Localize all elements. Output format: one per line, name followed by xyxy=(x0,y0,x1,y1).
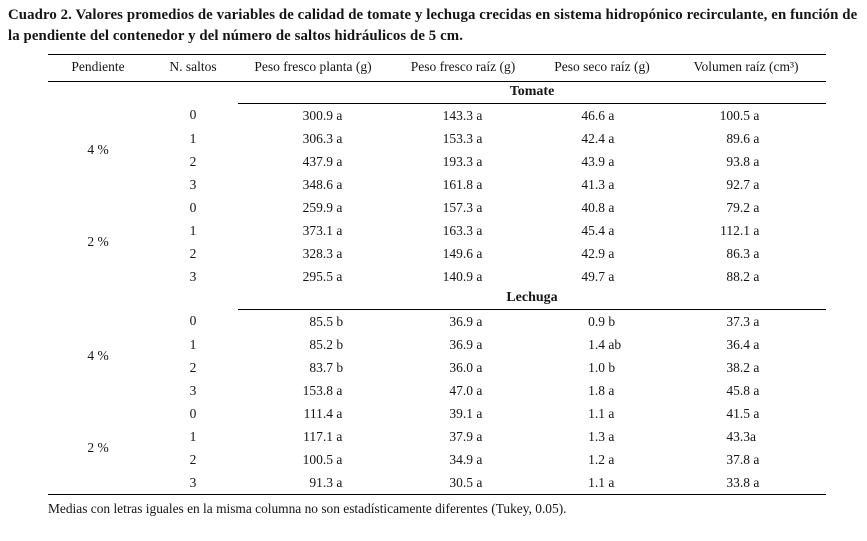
saltos-cell: 2 xyxy=(189,451,197,467)
cell-value: 36.0 xyxy=(449,359,473,375)
pendiente-cell: 2 % xyxy=(87,234,109,249)
cell-sig-letter: a xyxy=(333,107,343,123)
cell-value: 86.3 xyxy=(726,245,750,261)
cell-sig-letter: a xyxy=(750,428,756,444)
cell-sig-letter: a xyxy=(750,199,760,215)
cell-value: 100.5 xyxy=(302,451,333,467)
saltos-cell: 1 xyxy=(189,336,197,352)
saltos-cell: 2 xyxy=(189,153,197,169)
section-label-lechuga: Lechuga xyxy=(238,288,826,310)
cell-sig-letter: a xyxy=(605,428,615,444)
peso-fresco-planta-cell xyxy=(238,379,388,402)
cell-sig-letter: a xyxy=(750,153,760,169)
cell-value: 1.0 xyxy=(588,359,605,375)
saltos-cell: 3 xyxy=(189,474,197,490)
saltos-cell: 2 xyxy=(189,359,197,375)
cell-value: 348.6 xyxy=(302,176,333,192)
cell-value: 47.0 xyxy=(449,382,473,398)
peso-fresco-planta-cell xyxy=(238,265,388,288)
cell-sig-letter: a xyxy=(333,428,343,444)
section-row-tomate xyxy=(48,82,826,104)
cell-sig-letter: b xyxy=(605,313,616,329)
cell-sig-letter: a xyxy=(750,382,760,398)
saltos-cell: 2 xyxy=(189,245,197,261)
peso-fresco-raiz-cell xyxy=(388,265,538,288)
section-spacer xyxy=(48,288,238,310)
table-row xyxy=(48,219,826,242)
cell-value: 157.3 xyxy=(442,199,473,215)
cell-sig-letter: a xyxy=(605,451,615,467)
table-row xyxy=(48,448,826,471)
cell-sig-letter: a xyxy=(333,268,343,284)
cell-value: 1.1 xyxy=(588,405,605,421)
volumen-raiz-cell xyxy=(666,265,826,288)
cell-sig-letter: a xyxy=(473,130,483,146)
peso-fresco-planta-cell xyxy=(238,173,388,196)
volumen-raiz-cell xyxy=(666,219,826,242)
cell-value: 45.8 xyxy=(726,382,750,398)
peso-seco-raiz-cell xyxy=(538,173,666,196)
cell-value: 163.3 xyxy=(442,222,473,238)
saltos-cell: 0 xyxy=(189,313,197,329)
cell-sig-letter: a xyxy=(750,222,760,238)
peso-fresco-raiz-cell xyxy=(388,425,538,448)
peso-fresco-raiz-cell xyxy=(388,471,538,495)
table-header xyxy=(48,55,826,82)
cell-value: 88.2 xyxy=(726,268,750,284)
cell-value: 149.6 xyxy=(442,245,473,261)
cell-value: 38.2 xyxy=(726,359,750,375)
peso-seco-raiz-cell xyxy=(538,265,666,288)
cell-sig-letter: a xyxy=(605,153,615,169)
volumen-raiz-cell xyxy=(666,333,826,356)
peso-fresco-raiz-cell xyxy=(388,173,538,196)
peso-fresco-planta-cell xyxy=(238,104,388,128)
volumen-raiz-cell xyxy=(666,127,826,150)
peso-seco-raiz-cell xyxy=(538,425,666,448)
table-row xyxy=(48,150,826,173)
cell-value: 42.9 xyxy=(581,245,605,261)
cell-value: 1.8 xyxy=(588,382,605,398)
cell-value: 30.5 xyxy=(449,474,473,490)
cell-sig-letter: a xyxy=(473,336,483,352)
peso-seco-raiz-cell xyxy=(538,471,666,495)
table-row xyxy=(48,265,826,288)
cell-sig-letter: a xyxy=(750,176,760,192)
cell-value: 1.4 xyxy=(588,336,605,352)
peso-fresco-planta-cell xyxy=(238,448,388,471)
peso-seco-raiz-cell xyxy=(538,150,666,173)
table-row xyxy=(48,173,826,196)
peso-seco-raiz-cell xyxy=(538,448,666,471)
cell-sig-letter: a xyxy=(750,359,760,375)
peso-seco-raiz-cell xyxy=(538,310,666,334)
peso-fresco-raiz-cell xyxy=(388,356,538,379)
cell-value: 45.4 xyxy=(581,222,605,238)
peso-fresco-raiz-cell xyxy=(388,333,538,356)
volumen-raiz-cell xyxy=(666,173,826,196)
peso-fresco-raiz-cell xyxy=(388,402,538,425)
cell-sig-letter: a xyxy=(605,199,615,215)
peso-fresco-raiz-cell xyxy=(388,127,538,150)
volumen-raiz-cell xyxy=(666,310,826,334)
cell-sig-letter: a xyxy=(750,313,760,329)
volumen-raiz-cell xyxy=(666,242,826,265)
cell-value: 0.9 xyxy=(588,313,605,329)
cell-sig-letter: b xyxy=(605,359,616,375)
header-pendiente: Pendiente xyxy=(48,55,148,82)
cell-value: 140.9 xyxy=(442,268,473,284)
peso-fresco-raiz-cell xyxy=(388,448,538,471)
cell-sig-letter: a xyxy=(750,451,760,467)
volumen-raiz-cell xyxy=(666,471,826,495)
cell-sig-letter: a xyxy=(333,405,343,421)
saltos-cell: 3 xyxy=(189,176,197,192)
cell-value: 373.1 xyxy=(302,222,333,238)
peso-seco-raiz-cell xyxy=(538,196,666,219)
saltos-cell: 0 xyxy=(189,107,197,123)
cell-value: 36.9 xyxy=(449,313,473,329)
cell-value: 39.1 xyxy=(449,405,473,421)
peso-fresco-planta-cell xyxy=(238,471,388,495)
cell-value: 1.2 xyxy=(588,451,605,467)
cell-value: 111.4 xyxy=(303,405,333,421)
cell-sig-letter: a xyxy=(605,268,615,284)
cell-value: 36.9 xyxy=(449,336,473,352)
peso-fresco-raiz-cell xyxy=(388,196,538,219)
saltos-cell: 0 xyxy=(189,405,197,421)
cell-sig-letter: a xyxy=(605,176,615,192)
cell-value: 79.2 xyxy=(726,199,750,215)
peso-fresco-planta-cell xyxy=(238,310,388,334)
cell-sig-letter: a xyxy=(605,130,615,146)
cell-value: 33.8 xyxy=(726,474,750,490)
cell-sig-letter: b xyxy=(333,313,344,329)
volumen-raiz-cell xyxy=(666,150,826,173)
cell-sig-letter: a xyxy=(473,222,483,238)
cell-value: 92.7 xyxy=(726,176,750,192)
cell-value: 83.7 xyxy=(309,359,333,375)
saltos-cell: 3 xyxy=(189,382,197,398)
peso-fresco-raiz-cell xyxy=(388,104,538,128)
cell-sig-letter: a xyxy=(605,107,615,123)
saltos-cell: 0 xyxy=(189,199,197,215)
cell-sig-letter: a xyxy=(473,268,483,284)
cell-sig-letter: a xyxy=(473,382,483,398)
cell-value: 85.2 xyxy=(309,336,333,352)
cell-sig-letter: a xyxy=(750,130,760,146)
table-row xyxy=(48,196,826,219)
table-row xyxy=(48,425,826,448)
peso-seco-raiz-cell xyxy=(538,379,666,402)
peso-fresco-raiz-cell xyxy=(388,242,538,265)
peso-fresco-planta-cell xyxy=(238,402,388,425)
cell-value: 91.3 xyxy=(309,474,333,490)
peso-seco-raiz-cell xyxy=(538,333,666,356)
peso-seco-raiz-cell xyxy=(538,356,666,379)
table-row xyxy=(48,242,826,265)
cell-sig-letter: a xyxy=(333,474,343,490)
header-peso-fresco-raiz: Peso fresco raíz (g) xyxy=(388,55,538,82)
peso-seco-raiz-cell xyxy=(538,127,666,150)
header-peso-fresco-planta: Peso fresco planta (g) xyxy=(238,55,388,82)
cell-value: 100.5 xyxy=(719,107,750,123)
table-container xyxy=(48,54,826,495)
cell-sig-letter: a xyxy=(473,474,483,490)
table-row xyxy=(48,127,826,150)
cell-value: 37.9 xyxy=(449,428,473,444)
peso-fresco-planta-cell xyxy=(238,356,388,379)
pendiente-cell: 4 % xyxy=(87,141,109,157)
peso-fresco-planta-cell xyxy=(238,425,388,448)
cell-sig-letter: a xyxy=(750,268,760,284)
cell-value: 43.9 xyxy=(581,153,605,169)
saltos-cell: 1 xyxy=(189,428,197,444)
cell-sig-letter: a xyxy=(473,428,483,444)
volumen-raiz-cell xyxy=(666,104,826,128)
cell-sig-letter: a xyxy=(605,382,615,398)
cell-value: 306.3 xyxy=(302,130,333,146)
cell-sig-letter: a xyxy=(605,474,615,490)
cell-value: 89.6 xyxy=(726,130,750,146)
results-table xyxy=(48,54,826,495)
volumen-raiz-cell xyxy=(666,356,826,379)
cell-value: 1.3 xyxy=(588,428,605,444)
volumen-raiz-cell xyxy=(666,425,826,448)
cell-sig-letter: a xyxy=(333,153,343,169)
cell-sig-letter: a xyxy=(750,245,760,261)
header-peso-seco-raiz: Peso seco raíz (g) xyxy=(538,55,666,82)
table-row xyxy=(48,402,826,425)
cell-sig-letter: a xyxy=(473,451,483,467)
saltos-cell: 1 xyxy=(189,130,197,146)
cell-sig-letter: a xyxy=(750,336,760,352)
cell-value: 85.5 xyxy=(309,313,333,329)
cell-value: 143.3 xyxy=(442,107,473,123)
pendiente-cell: 2 % xyxy=(87,440,109,455)
peso-seco-raiz-cell xyxy=(538,219,666,242)
cell-value: 49.7 xyxy=(581,268,605,284)
cell-sig-letter: a xyxy=(473,199,483,215)
peso-fresco-raiz-cell xyxy=(388,219,538,242)
pendiente-cell: 4 % xyxy=(87,347,109,363)
volumen-raiz-cell xyxy=(666,448,826,471)
cell-value: 42.4 xyxy=(581,130,605,146)
cell-value: 153.3 xyxy=(442,130,473,146)
cell-sig-letter: a xyxy=(333,130,343,146)
peso-seco-raiz-cell xyxy=(538,242,666,265)
peso-fresco-raiz-cell xyxy=(388,310,538,334)
cell-value: 437.9 xyxy=(302,153,333,169)
peso-fresco-planta-cell xyxy=(238,242,388,265)
cell-sig-letter: ab xyxy=(605,336,622,352)
cell-sig-letter: a xyxy=(750,107,760,123)
cell-value: 193.3 xyxy=(442,153,473,169)
cell-sig-letter: a xyxy=(605,245,615,261)
peso-fresco-planta-cell xyxy=(238,196,388,219)
table-row xyxy=(48,104,826,128)
cell-sig-letter: a xyxy=(750,405,760,421)
cell-sig-letter: a xyxy=(605,405,615,421)
header-row xyxy=(48,55,826,82)
table-row xyxy=(48,379,826,402)
cell-sig-letter: a xyxy=(473,359,483,375)
cell-sig-letter: b xyxy=(333,359,344,375)
cell-sig-letter: a xyxy=(333,176,343,192)
volumen-raiz-cell xyxy=(666,402,826,425)
table-row xyxy=(48,310,826,334)
section-label-tomate: Tomate xyxy=(238,82,826,104)
peso-fresco-planta-cell xyxy=(238,127,388,150)
peso-seco-raiz-cell xyxy=(538,402,666,425)
cell-value: 93.8 xyxy=(726,153,750,169)
cell-sig-letter: a xyxy=(473,107,483,123)
section-spacer xyxy=(48,82,238,104)
cell-value: 1.1 xyxy=(588,474,605,490)
saltos-cell: 3 xyxy=(189,268,197,284)
peso-fresco-planta-cell xyxy=(238,150,388,173)
cell-value: 117.1 xyxy=(303,428,333,444)
table-row xyxy=(48,471,826,495)
cell-value: 161.8 xyxy=(442,176,473,192)
cell-value: 36.4 xyxy=(726,336,750,352)
cell-value: 112.1 xyxy=(720,222,750,238)
section-row-lechuga xyxy=(48,288,826,310)
cell-value: 328.3 xyxy=(302,245,333,261)
cell-value: 259.9 xyxy=(302,199,333,215)
cell-value: 41.5 xyxy=(726,405,750,421)
cell-value: 34.9 xyxy=(449,451,473,467)
table-footnote: Medias con letras iguales en la misma columna no son estadísticamente diferentes (Tukey, 0.05). xyxy=(48,501,567,516)
header-volumen-raiz: Volumen raíz (cm³) xyxy=(666,55,826,82)
cell-value: 40.8 xyxy=(581,199,605,215)
cell-sig-letter: a xyxy=(333,382,343,398)
cell-sig-letter: b xyxy=(333,336,344,352)
cell-sig-letter: a xyxy=(473,176,483,192)
header-saltos: N. saltos xyxy=(148,55,238,82)
cell-sig-letter: a xyxy=(333,199,343,215)
cell-sig-letter: a xyxy=(333,451,343,467)
volumen-raiz-cell xyxy=(666,196,826,219)
table-row xyxy=(48,356,826,379)
cell-value: 46.6 xyxy=(581,107,605,123)
cell-value: 300.9 xyxy=(302,107,333,123)
saltos-cell: 1 xyxy=(189,222,197,238)
cell-sig-letter: a xyxy=(473,153,483,169)
cell-sig-letter: a xyxy=(473,313,483,329)
peso-fresco-raiz-cell xyxy=(388,150,538,173)
peso-fresco-raiz-cell xyxy=(388,379,538,402)
cell-sig-letter: a xyxy=(333,222,343,238)
volumen-raiz-cell xyxy=(666,379,826,402)
cell-value: 41.3 xyxy=(581,176,605,192)
cell-value: 37.3 xyxy=(726,313,750,329)
cell-value: 43.3 xyxy=(726,428,750,444)
cell-value: 295.5 xyxy=(302,268,333,284)
cell-sig-letter: a xyxy=(473,405,483,421)
cell-value: 153.8 xyxy=(302,382,333,398)
peso-fresco-planta-cell xyxy=(238,219,388,242)
cell-sig-letter: a xyxy=(473,245,483,261)
table-row xyxy=(48,333,826,356)
peso-seco-raiz-cell xyxy=(538,104,666,128)
peso-fresco-planta-cell xyxy=(238,333,388,356)
cell-sig-letter: a xyxy=(750,474,760,490)
cell-sig-letter: a xyxy=(333,245,343,261)
cell-value: 37.8 xyxy=(726,451,750,467)
table-caption: Cuadro 2. Valores promedios de variables de calidad de tomate y lechuga crecidas en sistema hidropónico recirculante, en función de la pendiente del contenedor y del número de saltos hidráulicos de 5 cm. xyxy=(8,7,858,44)
cell-sig-letter: a xyxy=(605,222,615,238)
